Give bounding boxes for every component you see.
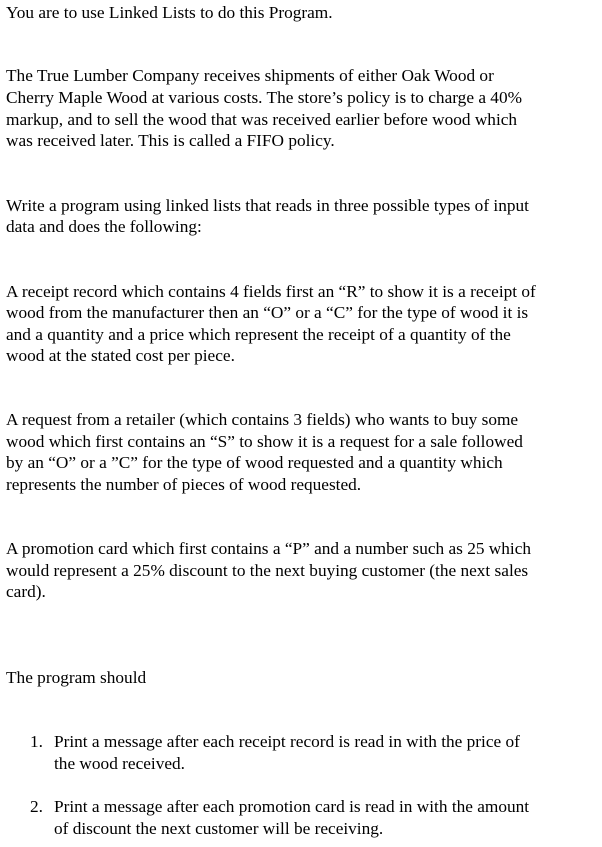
paragraph-6: The program should — [6, 668, 147, 687]
list-item-line: Print a message after each receipt record is read in with the price of — [54, 732, 520, 751]
paragraph-5-line: A promotion card which first contains a “P” and a number such as 25 which — [6, 539, 532, 558]
paragraph-4-line: wood which first contains an “S” to show it is a request for a sale followed — [6, 432, 523, 451]
paragraph-1-line: markup, and to sell the wood that was received earlier before wood which — [6, 110, 518, 129]
paragraph-1-line: The True Lumber Company receives shipments of either Oak Wood or — [6, 66, 494, 85]
paragraph-4-line: A request from a retailer (which contains 3 fields) who wants to buy some — [6, 410, 519, 429]
paragraph-5-line: card). — [6, 582, 46, 601]
paragraph-1-line: Cherry Maple Wood at various costs. The store’s policy is to charge a 40% — [6, 88, 522, 107]
paragraph-3-line: and a quantity and a price which represent the receipt of a quantity of the — [6, 325, 511, 344]
paragraph-2-line: Write a program using linked lists that reads in three possible types of input — [6, 196, 529, 215]
paragraph-4-line: represents the number of pieces of wood requested. — [6, 475, 362, 494]
list-item-line: Print a message after each promotion card is read in with the amount — [54, 797, 530, 816]
paragraph-3-line: wood at the stated cost per piece. — [6, 346, 235, 365]
list-item-number: 1. — [30, 732, 43, 751]
paragraph-5-line: would represent a 25% discount to the next buying customer (the next sales — [6, 561, 529, 580]
paragraph-3-line: A receipt record which contains 4 fields first an “R” to show it is a receipt of — [6, 282, 536, 301]
intro-line: You are to use Linked Lists to do this Program. — [6, 3, 333, 22]
list-item-number: 2. — [30, 797, 43, 816]
paragraph-4-line: by an “O” or a ”C” for the type of wood requested and a quantity which — [6, 453, 503, 472]
paragraph-2-line: data and does the following: — [6, 217, 202, 236]
list-item-line: of discount the next customer will be receiving. — [54, 819, 384, 838]
paragraph-3-line: wood from the manufacturer then an “O” or a “C” for the type of wood it is — [6, 303, 529, 322]
list-item-line: the wood received. — [54, 754, 185, 773]
paragraph-1-line: was received later. This is called a FIFO policy. — [6, 131, 335, 150]
